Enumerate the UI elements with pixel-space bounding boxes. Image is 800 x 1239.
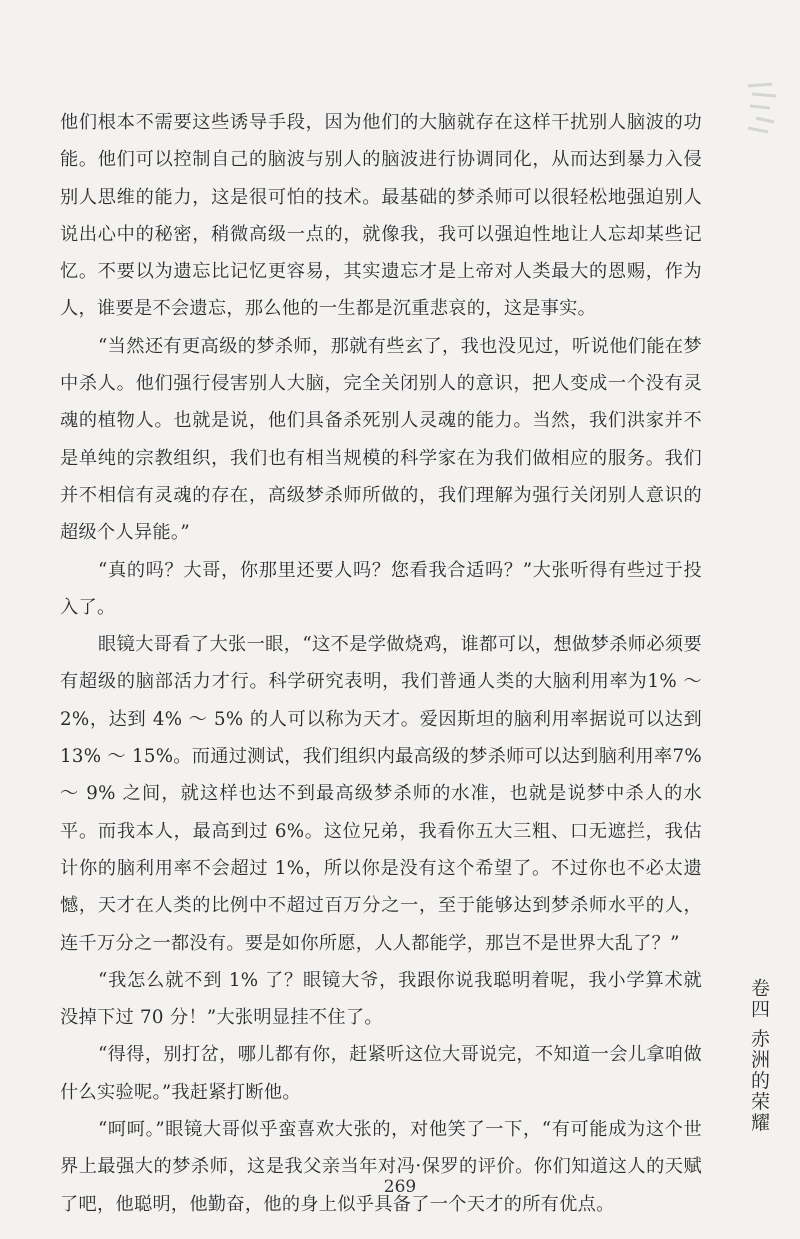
faded-seal-mark [742,78,782,138]
body-text [60,104,702,1223]
page-number: 269 [383,1177,417,1197]
chapter-side-label: 卷四 赤洲的荣耀 [748,978,770,1134]
paragraph: 眼镜大哥看了大张一眼，“这不是学做烧鸡，谁都可以，想做梦杀师必须要有超级的脑部活力才行。科学研究表明，我们普通人类的大脑利用率为1% ～ 2%，达到 4% ～ 5% 的人可以称为天才。爱因斯坦的脑利用率据说可以达到 13% ～ 15%。而通过测试，我们组织内最高级的梦杀师可以达到脑利用率7% ～ 9% 之间，就这样也达不到最高级梦杀师的水准，也就是说梦中杀人的水平。而我本人，最高到过 6%。这位兄弟，我看你五大三粗、口无遮拦，我估计你的脑利用率不会超过 1%，所以你是没有这个希望了。不过你也不必太遗憾，天才在人类的比例中不超过百万分之一，至于能够达到梦杀师水平的人，连千万分之一都没有。要是如你所愿，人人都能学，那岂不是世界大乱了？” [60,634,702,954]
paragraph: “呵呵。”眼镜大哥似乎蛮喜欢大张的，对他笑了一下，“有可能成为这个世界上最强大的梦杀师，这是我父亲当年对冯·保罗的评价。你们知道这人的天赋了吧，他聪明，他勤奋，他的身上似乎具备了一个天才的所有优点。 [60,1119,702,1215]
paragraph: “真的吗？大哥，你那里还要人吗？您看我合适吗？”大张听得有些过于投入了。 [60,559,702,618]
paragraph: “得得，别打岔，哪儿都有你，赶紧听这位大哥说完，不知道一会儿拿咱做什么实验呢。”我赶紧打断他。 [60,1044,702,1103]
paragraph: “当然还有更高级的梦杀师，那就有些玄了，我也没见过，听说他们能在梦中杀人。他们强行侵害别人大脑，完全关闭别人的意识，把人变成一个没有灵魂的植物人。也就是说，他们具备杀死别人灵魂的能力。当然，我们洪家并不是单纯的宗教组织，我们也有相当规模的科学家在为我们做相应的服务。我们并不相信有灵魂的存在，高级梦杀师所做的，我们理解为强行关闭别人意识的超级个人异能。” [60,335,702,544]
paragraph: 他们根本不需要这些诱导手段，因为他们的大脑就存在这样干扰别人脑波的功能。他们可以控制自己的脑波与别人的脑波进行协调同化，从而达到暴力入侵别人思维的能力，这是很可怕的技术。最基础的梦杀师可以很轻松地强迫别人说出心中的秘密，稍微高级一点的，就像我，我可以强迫性地让人忘却某些记忆。不要以为遗忘比记忆更容易，其实遗忘才是上帝对人类最大的恩赐，作为人，谁要是不会遗忘，那么他的一生都是沉重悲哀的，这是事实。 [60,112,702,320]
paragraph: “我怎么就不到 1% 了？眼镜大爷，我跟你说我聪明着呢，我小学算术就没掉下过 70 分！”大张明显挂不住了。 [60,969,702,1029]
